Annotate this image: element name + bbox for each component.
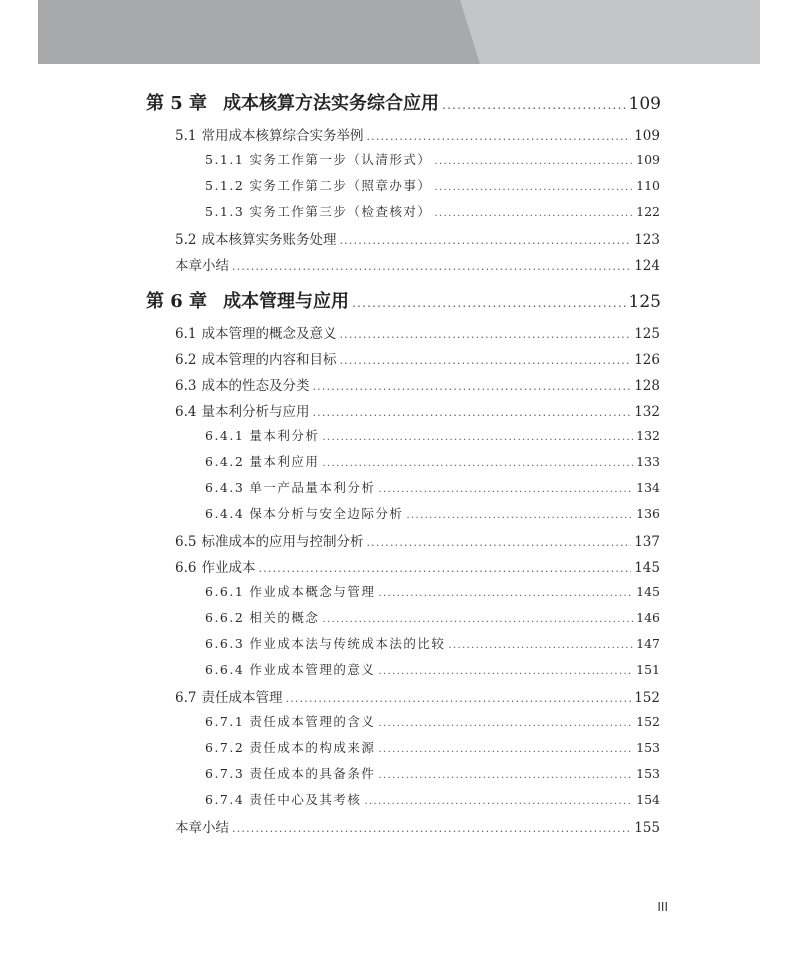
toc-number: 6.1 bbox=[175, 326, 197, 342]
toc-page-number: 109 bbox=[636, 152, 660, 167]
toc-section[interactable] bbox=[175, 322, 660, 342]
toc-subsection[interactable] bbox=[205, 790, 660, 808]
toc-number: 6.2 bbox=[175, 352, 197, 368]
toc-subsection[interactable] bbox=[205, 582, 660, 600]
toc-number: 6.7 bbox=[175, 690, 197, 706]
toc-page-number: 109 bbox=[634, 128, 660, 144]
toc-label bbox=[175, 124, 363, 144]
toc-subsection[interactable] bbox=[205, 660, 660, 678]
toc-leader-dots bbox=[366, 130, 631, 143]
toc-chapter[interactable] bbox=[146, 89, 661, 115]
toc-title: 作业成本法与传统成本法的比较 bbox=[249, 636, 446, 651]
toc-section[interactable] bbox=[175, 816, 660, 836]
toc-page-number: 122 bbox=[636, 204, 660, 219]
toc-subsection[interactable] bbox=[205, 478, 660, 496]
toc-leader-dots bbox=[339, 234, 631, 247]
toc-leader-dots bbox=[378, 769, 633, 781]
toc-label bbox=[205, 634, 445, 652]
toc-label bbox=[205, 608, 319, 626]
toc-label bbox=[205, 582, 375, 600]
toc-page-number: 154 bbox=[636, 792, 660, 807]
toc-title: 本章小结 bbox=[175, 820, 229, 836]
toc-leader-dots bbox=[378, 587, 633, 599]
toc-title: 责任成本管理的含义 bbox=[249, 714, 376, 729]
toc-leader-dots bbox=[232, 260, 631, 273]
toc-section[interactable] bbox=[175, 400, 660, 420]
toc-leader-dots bbox=[352, 296, 625, 310]
toc-title: 责任成本的构成来源 bbox=[249, 740, 376, 755]
toc-title: 实务工作第二步（照章办事） bbox=[249, 178, 432, 193]
toc-number: 5.1 bbox=[175, 128, 197, 144]
toc-page-number: 126 bbox=[634, 352, 660, 368]
toc-number: 6.4 bbox=[175, 404, 197, 420]
toc-subsection[interactable] bbox=[205, 738, 660, 756]
toc-label bbox=[175, 686, 282, 706]
toc-section[interactable] bbox=[175, 124, 660, 144]
toc-label bbox=[205, 202, 431, 220]
toc-section[interactable] bbox=[175, 348, 660, 368]
toc-page-number: 151 bbox=[636, 662, 660, 677]
toc-section[interactable] bbox=[175, 530, 660, 550]
toc-page-number: 109 bbox=[628, 94, 661, 114]
toc-number: 5.1.3 bbox=[205, 204, 245, 219]
toc-title: 相关的概念 bbox=[249, 610, 320, 625]
header-band-accent bbox=[460, 0, 760, 64]
toc-label bbox=[175, 556, 255, 576]
page-number: III bbox=[657, 900, 668, 914]
toc-page-number: 145 bbox=[636, 584, 660, 599]
toc-title: 单一产品量本利分析 bbox=[249, 480, 376, 495]
toc-title: 本章小结 bbox=[175, 258, 229, 274]
toc-section[interactable] bbox=[175, 556, 660, 576]
toc-label bbox=[175, 374, 309, 394]
toc-page-number: 152 bbox=[636, 714, 660, 729]
toc-number: 6.4.1 bbox=[205, 428, 245, 443]
toc-title: 成本管理的概念及意义 bbox=[201, 326, 337, 342]
toc-subsection[interactable] bbox=[205, 608, 660, 626]
toc-label bbox=[205, 452, 319, 470]
toc-leader-dots bbox=[339, 328, 631, 341]
toc-subsection[interactable] bbox=[205, 176, 660, 194]
toc-leader-dots bbox=[232, 822, 631, 835]
toc-page-number: 153 bbox=[636, 766, 660, 781]
header-band bbox=[38, 0, 760, 64]
toc-page-number: 132 bbox=[636, 428, 660, 443]
toc-leader-dots bbox=[366, 536, 631, 549]
toc-page-number: 146 bbox=[636, 610, 660, 625]
toc-page-number: 125 bbox=[628, 292, 661, 312]
toc-number: 6.6.2 bbox=[205, 610, 245, 625]
toc-title: 成本核算方法实务综合应用 bbox=[223, 93, 440, 114]
toc-number: 6.4.2 bbox=[205, 454, 245, 469]
toc-leader-dots bbox=[378, 665, 633, 677]
toc-label bbox=[146, 89, 439, 115]
toc-leader-dots bbox=[448, 639, 633, 651]
toc-title: 责任成本管理 bbox=[201, 690, 283, 706]
toc-page-number: 155 bbox=[634, 820, 660, 836]
toc-section[interactable] bbox=[175, 228, 660, 248]
toc-label bbox=[205, 504, 403, 522]
toc-number: 6.7.1 bbox=[205, 714, 245, 729]
toc-page-number: 125 bbox=[634, 326, 660, 342]
toc-title: 作业成本 bbox=[201, 560, 256, 576]
toc-number: 6.6 bbox=[175, 560, 197, 576]
toc-subsection[interactable] bbox=[205, 764, 660, 782]
toc-page-number: 136 bbox=[636, 506, 660, 521]
toc-title: 成本管理与应用 bbox=[223, 291, 350, 312]
toc-page-number: 124 bbox=[634, 258, 660, 274]
toc-label bbox=[205, 176, 431, 194]
toc-number: 6.6.4 bbox=[205, 662, 245, 677]
toc-number: 6.6.1 bbox=[205, 584, 245, 599]
toc-page-number: 152 bbox=[634, 690, 660, 706]
toc-page-number: 133 bbox=[636, 454, 660, 469]
toc-leader-dots bbox=[322, 457, 633, 469]
toc-chapter[interactable] bbox=[146, 287, 661, 313]
toc-leader-dots bbox=[378, 743, 633, 755]
toc-title: 实务工作第三步（检查核对） bbox=[249, 204, 432, 219]
toc-number: 6.4.4 bbox=[205, 506, 245, 521]
toc-subsection[interactable] bbox=[205, 202, 660, 220]
toc-section[interactable] bbox=[175, 374, 660, 394]
toc-label bbox=[205, 764, 375, 782]
toc-title: 量本利分析 bbox=[249, 428, 320, 443]
toc-subsection[interactable] bbox=[205, 452, 660, 470]
toc-label bbox=[175, 254, 229, 274]
toc-page-number: 147 bbox=[636, 636, 660, 651]
toc-leader-dots bbox=[312, 406, 631, 419]
toc-leader-dots bbox=[434, 207, 633, 219]
toc-number: 6.7.2 bbox=[205, 740, 245, 755]
toc-title: 量本利分析与应用 bbox=[201, 404, 310, 420]
toc-leader-dots bbox=[285, 692, 631, 705]
toc-leader-dots bbox=[442, 98, 625, 112]
toc-number: 6.5 bbox=[175, 534, 197, 550]
toc-label bbox=[205, 426, 319, 444]
toc-leader-dots bbox=[406, 509, 633, 521]
toc-number: 5.2 bbox=[175, 232, 197, 248]
toc-title: 责任中心及其考核 bbox=[249, 792, 362, 807]
toc-number: 5.1.1 bbox=[205, 152, 245, 167]
toc-label bbox=[205, 478, 375, 496]
toc-title: 标准成本的应用与控制分析 bbox=[201, 534, 364, 550]
toc-label bbox=[175, 530, 363, 550]
toc-title: 成本管理的内容和目标 bbox=[201, 352, 337, 368]
toc-number: 6.7.4 bbox=[205, 792, 245, 807]
toc-leader-dots bbox=[322, 613, 633, 625]
toc-subsection[interactable] bbox=[205, 150, 660, 168]
toc-leader-dots bbox=[434, 155, 633, 167]
toc-subsection[interactable] bbox=[205, 504, 660, 522]
toc-subsection[interactable] bbox=[205, 426, 660, 444]
toc-number: 6.3 bbox=[175, 378, 197, 394]
toc-label bbox=[205, 150, 431, 168]
toc-number: 6.6.3 bbox=[205, 636, 245, 651]
toc-page-number: 132 bbox=[634, 404, 660, 420]
toc-label bbox=[175, 816, 229, 836]
toc-label bbox=[205, 738, 375, 756]
toc-leader-dots bbox=[258, 562, 631, 575]
toc-number: 第 5 章 bbox=[146, 93, 208, 114]
toc-leader-dots bbox=[322, 431, 633, 443]
toc-leader-dots bbox=[434, 181, 633, 193]
toc-page-number: 153 bbox=[636, 740, 660, 755]
toc-label bbox=[175, 322, 336, 342]
toc-title: 作业成本管理的意义 bbox=[249, 662, 376, 677]
toc-leader-dots bbox=[339, 354, 631, 367]
toc-title: 责任成本的具备条件 bbox=[249, 766, 376, 781]
toc-page-number: 134 bbox=[636, 480, 660, 495]
toc-leader-dots bbox=[378, 717, 633, 729]
toc-label bbox=[205, 660, 375, 678]
toc-title: 成本的性态及分类 bbox=[201, 378, 310, 394]
toc-label bbox=[205, 712, 375, 730]
toc-page-number: 145 bbox=[634, 560, 660, 576]
toc-label bbox=[146, 287, 349, 313]
toc-label bbox=[175, 348, 336, 368]
toc-title: 常用成本核算综合实务举例 bbox=[201, 128, 364, 144]
toc-page-number: 137 bbox=[634, 534, 660, 550]
toc-subsection[interactable] bbox=[205, 634, 660, 652]
toc-label bbox=[175, 228, 336, 248]
toc-number: 6.7.3 bbox=[205, 766, 245, 781]
toc-subsection[interactable] bbox=[205, 712, 660, 730]
toc-number: 6.4.3 bbox=[205, 480, 245, 495]
toc-title: 实务工作第一步（认清形式） bbox=[249, 152, 432, 167]
toc-section[interactable] bbox=[175, 254, 660, 274]
toc-page-number: 128 bbox=[634, 378, 660, 394]
toc-page-number: 110 bbox=[636, 178, 660, 193]
toc-page-number: 123 bbox=[634, 232, 660, 248]
toc-label bbox=[205, 790, 361, 808]
toc-leader-dots bbox=[312, 380, 631, 393]
toc-title: 作业成本概念与管理 bbox=[249, 584, 376, 599]
toc-section[interactable] bbox=[175, 686, 660, 706]
toc-title: 保本分析与安全边际分析 bbox=[249, 506, 404, 521]
toc-number: 第 6 章 bbox=[146, 291, 208, 312]
toc-number: 5.1.2 bbox=[205, 178, 245, 193]
toc-title: 成本核算实务账务处理 bbox=[201, 232, 337, 248]
toc-label bbox=[175, 400, 309, 420]
toc-leader-dots bbox=[378, 483, 633, 495]
toc-title: 量本利应用 bbox=[249, 454, 320, 469]
toc-leader-dots bbox=[364, 795, 633, 807]
